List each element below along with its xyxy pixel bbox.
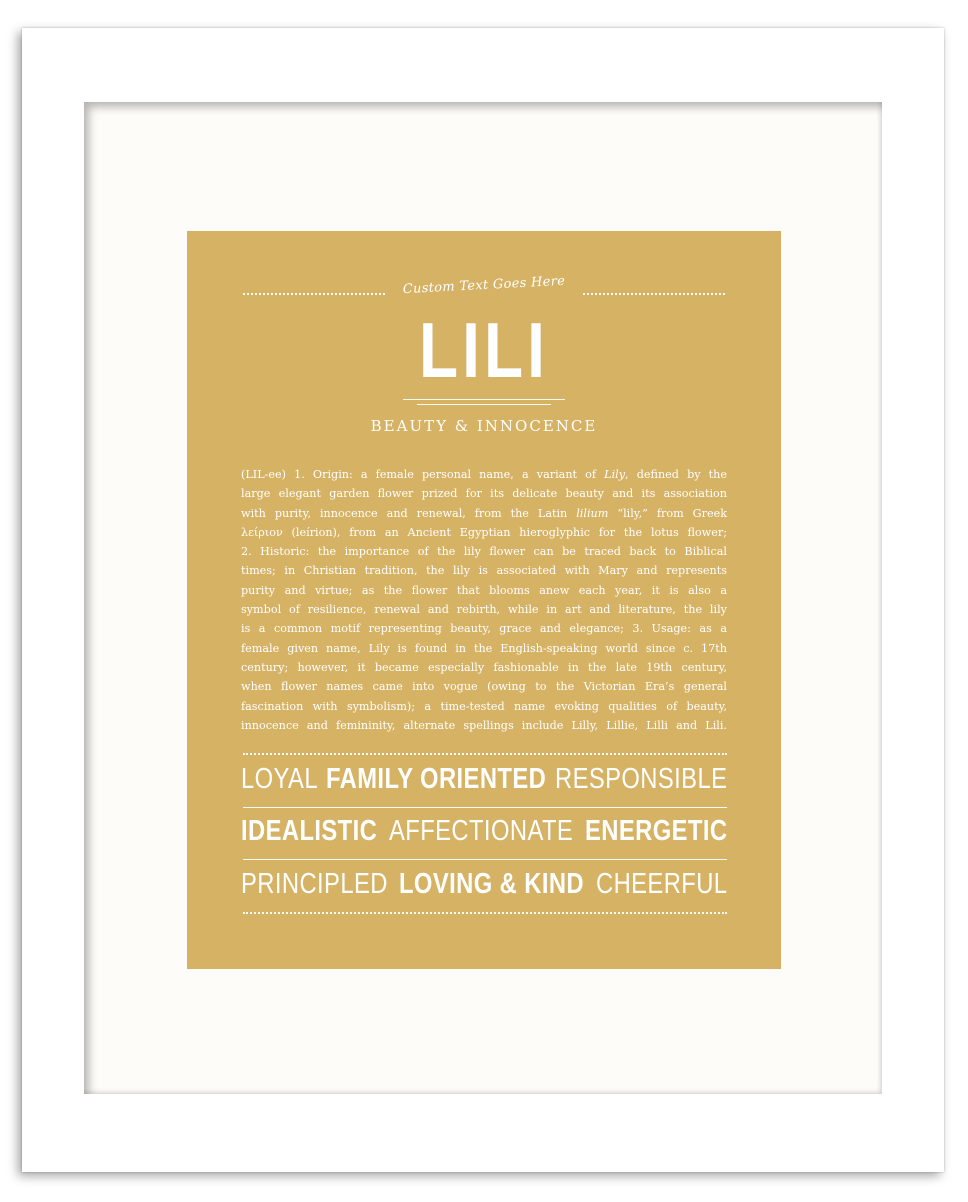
- name-print: [187, 231, 781, 969]
- definition-text: 2. Historic: the importance of the lily flower can be traced back to Biblical: [241, 545, 727, 559]
- traits-row: [241, 815, 727, 848]
- definition-line: [241, 716, 727, 735]
- trait-word: LOVING & KIND: [399, 868, 585, 900]
- trait-wrapper: [389, 815, 573, 848]
- definition-line: [241, 697, 727, 716]
- definition-line: [241, 504, 727, 523]
- definition-italic-word: lilium: [576, 506, 609, 520]
- trait-wrapper: [241, 763, 318, 796]
- trait-wrapper: [241, 868, 388, 901]
- trait-word: PRINCIPLED: [241, 868, 388, 900]
- trait-word: IDEALISTIC: [241, 815, 378, 847]
- mat-board: [84, 102, 882, 1094]
- definition-line: [241, 561, 727, 580]
- definition-text: , defined by the: [625, 468, 727, 481]
- trait-word: ENERGETIC: [584, 815, 728, 847]
- definition-line: [241, 600, 727, 619]
- definition-text: is a common motif representing beauty, grace and elegance; 3. Usage: as a: [241, 622, 727, 636]
- definition-text: symbol of resilience, renewal and rebirth, while in art and literature, the lily: [241, 603, 727, 617]
- custom-text: Custom Text Goes Here: [402, 273, 566, 298]
- definition-line: [241, 639, 727, 658]
- definition-line: [241, 581, 727, 600]
- definition-text: fascination with symbolism); a time-tested name evoking qualities of beauty,: [241, 699, 727, 713]
- definition-line: [241, 658, 727, 677]
- trait-wrapper: [399, 868, 584, 901]
- trait-word: AFFECTIONATE: [388, 815, 573, 847]
- dotted-divider-right: [583, 293, 725, 295]
- definition-text: (LIL-ee) 1. Origin: a female personal name, a variant of: [241, 468, 605, 481]
- dotted-divider-traits-top: [243, 753, 727, 755]
- name-meaning: BEAUTY & INNOCENCE: [370, 417, 598, 435]
- trait-word: CHEERFUL: [595, 868, 727, 900]
- definition-text: innocence and femininity, alternate spellings include Lilly, Lillie, Lilli and Lili.: [241, 718, 727, 732]
- traits-separator: [243, 807, 727, 808]
- trait-wrapper: [555, 763, 727, 796]
- trait-wrapper: [585, 815, 727, 848]
- definition-text: large elegant garden flower prized for its delicate beauty and its association: [241, 487, 727, 501]
- definition-text: when flower names came into vogue (owing to the Victorian Era’s general: [241, 680, 727, 694]
- picture-frame: [22, 28, 944, 1172]
- definition-text: “lily,” from Greek: [608, 506, 727, 520]
- definition-line: [241, 542, 727, 561]
- trait-word: FAMILY ORIENTED: [326, 763, 547, 795]
- trait-wrapper: [596, 868, 727, 901]
- name-underline-top: [403, 399, 565, 400]
- traits-separator: [243, 859, 727, 860]
- definition-line: [241, 523, 727, 542]
- trait-wrapper: [241, 815, 377, 848]
- definition-line: [241, 619, 727, 638]
- definition-text: century; however, it became especially fashionable in the late 19th century,: [241, 660, 727, 674]
- trait-wrapper: [326, 763, 546, 796]
- definition-text: female given name, Lily is found in the English-speaking world since c. 17th: [241, 641, 727, 655]
- definition-text: λείριον (leírion), from an Ancient Egyptian hieroglyphic for the lotus flower;: [241, 525, 727, 539]
- definition-line: [241, 677, 727, 696]
- definition-text: with purity, innocence and renewal, from the Latin: [241, 506, 577, 520]
- name-underline-bottom: [417, 404, 551, 405]
- definition-line: [241, 465, 727, 484]
- name-definition: [241, 465, 727, 735]
- trait-word: RESPONSIBLE: [554, 763, 728, 795]
- definition-text: purity and virtue; as the flower that blooms anew each year, it is also a: [241, 583, 727, 597]
- trait-word: LOYAL: [241, 763, 318, 795]
- definition-text: times; in Christian tradition, the lily is associated with Mary and represents: [241, 564, 727, 578]
- definition-italic-word: Lily: [604, 468, 626, 481]
- traits-row: [241, 763, 727, 796]
- definition-line: [241, 484, 727, 503]
- traits-row: [241, 868, 727, 901]
- name-title: LILI: [418, 306, 550, 394]
- dotted-divider-traits-bottom: [243, 912, 727, 914]
